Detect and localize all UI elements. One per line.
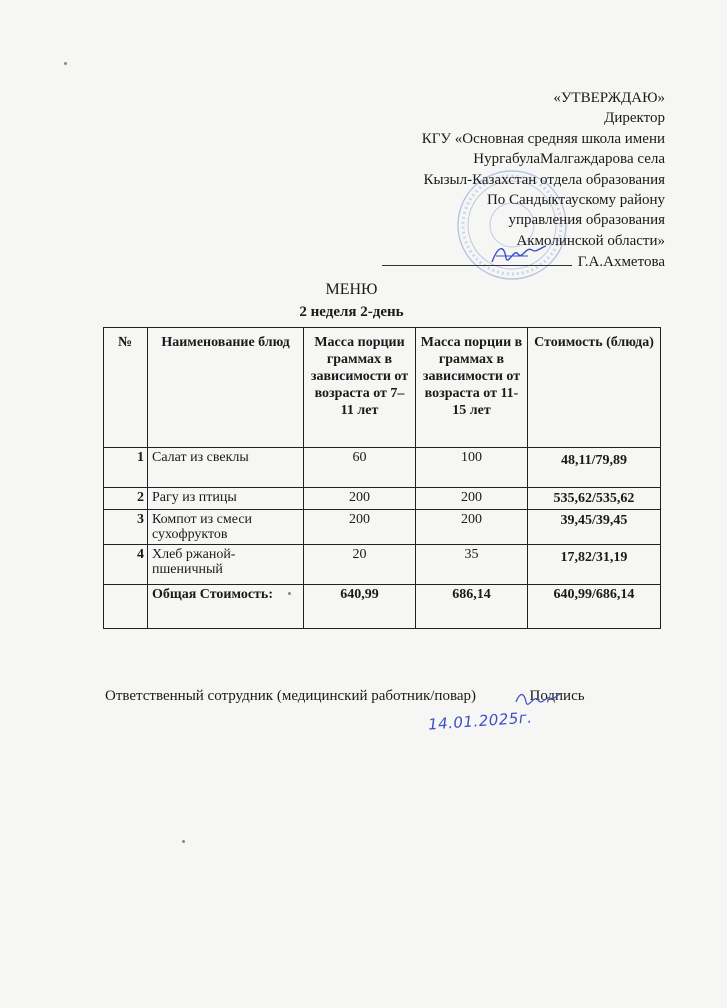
page-title: МЕНЮ xyxy=(325,281,378,298)
header-mass-7-11: Масса порции граммах в зависимости от возраста от 7–11 лет xyxy=(304,328,416,448)
table-total-row xyxy=(104,585,661,629)
row-mass-7-11: 20 xyxy=(304,545,416,585)
approval-line: Директор xyxy=(604,110,665,127)
header-mass-11-15: Масса порции в граммах в зависимости от возраста от 11-15 лет xyxy=(416,328,528,448)
scan-speck xyxy=(64,62,67,65)
row-mass-11-15: 200 xyxy=(416,488,528,510)
row-mass-11-15: 35 xyxy=(416,545,528,585)
total-cost: 640,99/686,14 xyxy=(528,585,661,629)
approval-line: По Сандыктаускому району xyxy=(486,192,665,209)
row-dish: Рагу из птицы xyxy=(148,488,304,510)
menu-table xyxy=(103,327,661,629)
row-mass-7-11: 200 xyxy=(304,488,416,510)
row-mass-7-11: 60 xyxy=(304,448,416,488)
row-dish: Хлеб ржаной-пшеничный xyxy=(148,545,304,585)
row-cost: 535,62/535,62 xyxy=(528,488,661,510)
date-handwritten: 14.01.2025г. xyxy=(427,708,534,734)
table-header-row xyxy=(104,328,661,448)
table-row xyxy=(104,448,661,488)
row-num: 1 xyxy=(104,448,148,488)
header-num: № xyxy=(104,328,148,448)
approval-line: «УТВЕРЖДАЮ» xyxy=(553,90,665,106)
row-mass-7-11: 200 xyxy=(304,510,416,545)
table-row xyxy=(104,545,661,585)
row-cost: 39,45/39,45 xyxy=(528,510,661,545)
signatory-line xyxy=(382,251,665,272)
header-cost: Стоимость (блюда) xyxy=(528,328,661,448)
table-row xyxy=(104,510,661,545)
approval-line: управления образования xyxy=(508,212,665,229)
row-num: 2 xyxy=(104,488,148,510)
responsible-label: Ответственный сотрудник (медицинский работник/повар) xyxy=(105,688,476,704)
row-num: 4 xyxy=(104,545,148,585)
approval-line: НургабулаМалгаждарова села xyxy=(473,151,665,168)
table-row xyxy=(104,488,661,510)
row-cost: 48,11/79,89 xyxy=(528,448,661,488)
total-mass-11-15: 686,14 xyxy=(416,585,528,629)
page-subtitle: 2 неделя 2-день xyxy=(299,304,404,320)
header-dish: Наименование блюд xyxy=(148,328,304,448)
scan-speck xyxy=(182,840,185,843)
total-label: Общая Стоимость: xyxy=(148,585,304,629)
total-mass-7-11: 640,99 xyxy=(304,585,416,629)
row-dish: Салат из свеклы xyxy=(148,448,304,488)
signature-label: Подпись xyxy=(529,688,585,704)
total-num-cell xyxy=(104,585,148,629)
row-mass-11-15: 100 xyxy=(416,448,528,488)
signature-underline xyxy=(382,251,572,266)
row-cost: 17,82/31,19 xyxy=(528,545,661,585)
approval-line: КГУ «Основная средняя школа имени xyxy=(421,130,665,147)
approval-line: Акмолинской области» xyxy=(516,232,665,249)
row-mass-11-15: 200 xyxy=(416,510,528,545)
approval-block xyxy=(382,88,665,273)
approval-line: Кызыл-Казахстан отдела образования xyxy=(423,171,665,188)
row-num: 3 xyxy=(104,510,148,545)
signatory-name: Г.А.Ахметова xyxy=(577,254,665,271)
row-dish: Компот из смеси сухофруктов xyxy=(148,510,304,545)
